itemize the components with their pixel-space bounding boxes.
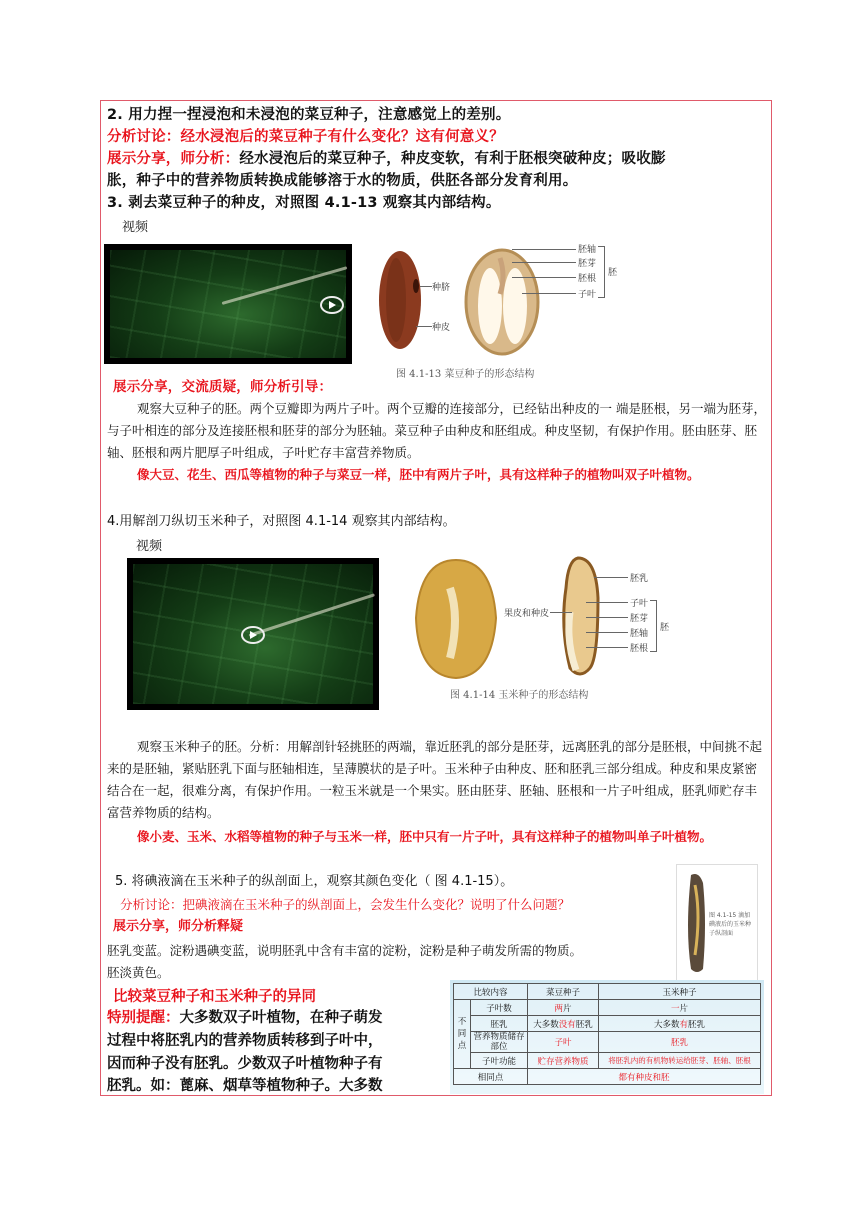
label-embryo: 胚	[608, 268, 618, 278]
suffix: 胚乳	[575, 1019, 593, 1030]
step-4-line: 4.用解剖刀纵切玉米种子，对照图 4.1-14 观察其内部结构。	[107, 514, 456, 529]
video-player-2[interactable]	[127, 558, 379, 710]
leader-line	[420, 286, 432, 287]
share-heading-2: 展示分享，师分析释疑	[113, 919, 244, 934]
leader-line	[586, 617, 628, 618]
hilum-mark	[413, 279, 419, 293]
label-radicle: 胚根	[630, 644, 649, 654]
reminder-line-2: 过程中将胚乳内的营养物质转移到子叶中，	[107, 1033, 383, 1049]
label-plumule: 胚芽	[630, 614, 649, 624]
figure-4-1-13	[370, 240, 628, 382]
answer: 有	[679, 1019, 688, 1030]
prefix: 大多数	[653, 1019, 680, 1030]
cell-corn-storage: 胚乳	[598, 1032, 760, 1053]
label-pericarp-coat: 果皮和种皮	[504, 609, 550, 619]
label-cotyledon: 子叶	[630, 599, 649, 609]
figure-caption-14: 图 4.1-14 玉米种子的形态结构	[450, 690, 589, 701]
row-label-endosperm: 胚乳	[471, 1016, 528, 1032]
compare-heading: 比较菜豆种子和玉米种子的异同	[113, 989, 316, 1005]
leader-line	[416, 326, 432, 327]
label-cotyledon: 子叶	[578, 290, 597, 300]
monocot-conclusion: 像小麦、玉米、水稻等植物的种子与玉米一样，胚中只有一片子叶，具有这样种子的植物叫单子叶植物。	[137, 829, 713, 844]
row-label-function: 子叶功能	[471, 1053, 528, 1069]
reminder-text: 大多数双子叶植物，在种子萌发	[179, 1010, 383, 1026]
answer: 两	[554, 1003, 563, 1014]
th-compare: 比较内容	[454, 984, 528, 1000]
analysis-prompt-1: 分析讨论：经水浸泡后的菜豆种子有什么变化？这有何意义？	[107, 129, 504, 145]
video-label-2: 视频	[136, 539, 163, 554]
share-line-2: 胀，种子中的营养物质转换成能够溶于水的物质，供胚各部分发育利用。	[107, 173, 578, 189]
play-icon[interactable]	[241, 626, 265, 644]
embryo-bracket	[598, 246, 605, 298]
leader-line	[512, 249, 576, 250]
leader-line	[586, 632, 628, 633]
share-discuss-heading: 展示分享，交流质疑，师分析引导：	[113, 379, 333, 395]
embryo-bracket	[650, 600, 657, 652]
row-label-cotyledon-count: 子叶数	[471, 1000, 528, 1016]
comparison-table	[453, 983, 761, 1085]
leader-line	[512, 277, 576, 278]
step-2-line: 2. 用力捏一捏浸泡和未浸泡的菜豆种子，注意感觉上的差别。	[107, 107, 511, 123]
label-endosperm: 胚乳	[630, 574, 649, 584]
reminder-line-1	[107, 1007, 383, 1029]
side-differences: 不同点	[454, 1000, 471, 1069]
cotyledon-right	[503, 268, 527, 344]
reminder-label: 特别提醒：	[107, 1010, 180, 1026]
reminder-line-4: 胚乳。如：蓖麻、烟草等植物种子。大多数	[107, 1078, 383, 1094]
cotyledon-left	[478, 268, 502, 344]
cell-bean-storage: 子叶	[528, 1032, 599, 1053]
video-frame	[110, 250, 346, 358]
video-label-1: 视频	[122, 220, 149, 235]
figure-4-1-15	[676, 864, 758, 982]
th-corn: 玉米种子	[598, 984, 760, 1000]
analysis-prompt-2: 分析讨论：把碘液滴在玉米种子的纵剖面上，会发生什么变化？说明了什么问题？	[120, 897, 571, 912]
leader-line	[586, 602, 628, 603]
leader-line	[594, 577, 628, 578]
leader-line	[512, 262, 576, 263]
cell-bean-cotyledon	[528, 1000, 599, 1016]
play-icon[interactable]	[320, 296, 344, 314]
reminder-line-3: 因而种子没有胚乳。少数双子叶植物种子有	[107, 1056, 383, 1072]
bean-shade	[386, 258, 406, 342]
bean-embryo-paragraph: 观察大豆种子的胚。两个豆瓣即为两片子叶。两个豆瓣的连接部分，已经钻出种皮的一 端是胚根，另一端为胚芽，与子叶相连的部分及连接胚根和胚芽的部分为胚轴。菜豆种子由种皮和胚组成。种皮坚韧，有保护作用。胚由胚芽、胚轴、胚根和两片肥厚子叶组成，子叶贮存丰富营养物质。	[107, 401, 766, 460]
label-hypocotyl: 胚轴	[630, 629, 649, 639]
figure-4-1-14	[410, 552, 676, 704]
prefix: 大多数	[533, 1019, 559, 1030]
leader-line	[586, 647, 628, 648]
iodine-result: 胚乳变蓝。淀粉遇碘变蓝，说明胚乳中含有丰富的淀粉，淀粉是种子萌发所需的物质。	[107, 943, 583, 958]
cell-bean-function: 贮存营养物质	[528, 1053, 599, 1069]
label-plumule: 胚芽	[578, 259, 597, 269]
label-embryo: 胚	[660, 623, 670, 633]
label-seed-coat: 种皮	[432, 323, 451, 333]
unit: 片	[562, 1003, 572, 1014]
cell-corn-cotyledon	[598, 1000, 760, 1016]
unit: 片	[679, 1003, 688, 1014]
step-5-line: 5. 将碘液滴在玉米种子的纵剖面上，观察其颜色变化（ 图 4.1-15）。	[115, 874, 514, 889]
cell-corn-function: 将胚乳内的有机物转运给胚芽、胚轴、胚根	[598, 1053, 760, 1069]
leader-line	[522, 293, 576, 294]
label-radicle: 胚根	[578, 274, 597, 284]
row-label-same: 相同点	[454, 1069, 528, 1085]
answer: 没有	[558, 1019, 576, 1030]
label-hypocotyl: 胚轴	[578, 245, 597, 255]
comparison-table-panel	[450, 980, 764, 1094]
corn-embryo-paragraph: 观察玉米种子的胚。分析：用解剖针轻挑胚的两端，靠近胚乳的部分是胚芽，远离胚乳的部分是胚根，中间挑不起来的是胚轴，紧贴胚乳下面与胚轴相连，呈薄膜状的是子叶。玉米种子由种皮、胚和胚乳三部分组成。种皮和果皮紧密结合在一起，很难分离，有保护作用。一粒玉米就是一个果实。胚由胚芽、胚轴、胚根和一片子叶组成，胚乳师贮存丰富营养物质的结构。	[107, 739, 763, 820]
cell-bean-endosperm	[528, 1016, 599, 1032]
share-line-1	[107, 148, 767, 170]
figure-caption-15: 图 4.1-15 滴加碘液后的玉米种子纵剖面	[709, 912, 752, 937]
video-player-1[interactable]	[104, 244, 352, 364]
dicot-conclusion: 像大豆、花生、西瓜等植物的种子与菜豆一样，胚中有两片子叶，具有这样种子的植物叫双子叶植物。	[137, 467, 700, 482]
figure-caption-13: 图 4.1-13 菜豆种子的形态结构	[396, 369, 535, 380]
step-3-line: 3. 剥去菜豆种子的种皮，对照图 4.1-13 观察其内部结构。	[107, 195, 501, 211]
cell-corn-endosperm	[598, 1016, 760, 1032]
answer: 一	[670, 1003, 680, 1014]
th-bean: 菜豆种子	[528, 984, 599, 1000]
leader-line	[550, 612, 572, 613]
embryo-color: 胚淡黄色。	[107, 965, 170, 980]
suffix: 胚乳	[687, 1019, 705, 1030]
share-text: 经水浸泡后的菜豆种子，种皮变软，有利于胚根突破种皮；吸收膨	[239, 151, 666, 167]
cell-same: 都有种皮和胚	[528, 1069, 761, 1085]
share-label: 展示分享，师分析：	[107, 151, 240, 167]
label-hilum: 种脐	[432, 283, 451, 293]
row-label-storage: 营养物质储存部位	[471, 1032, 528, 1053]
